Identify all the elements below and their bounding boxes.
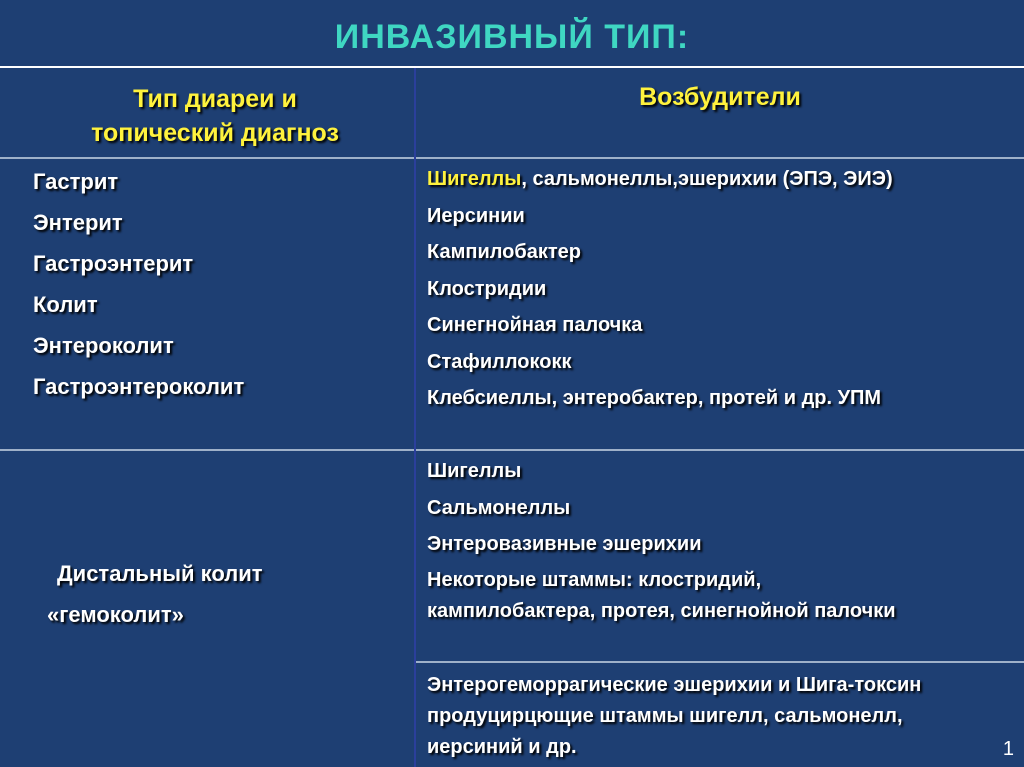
header-col1-line1: Тип диареи и — [133, 85, 297, 113]
list-item: Синегнойная палочка — [427, 314, 643, 336]
list-item: Гастроэнтерит — [33, 251, 194, 276]
list-item: Шигеллы — [427, 460, 522, 482]
right-cell-divider — [415, 661, 1024, 663]
page-number: 1 — [1002, 738, 1014, 760]
header-divider — [0, 157, 1024, 159]
list-item: Стафиллококк — [427, 350, 572, 373]
section2-left-line1: Дистальный колит — [57, 561, 263, 586]
column-divider — [414, 68, 416, 767]
list-item: Кампилобактер — [427, 241, 582, 263]
section1-left-list — [33, 161, 244, 407]
list-item: Энтеровазивные эшерихии — [427, 533, 702, 555]
list-item: Сальмонеллы — [427, 496, 571, 519]
section2-right-last: Энтерогеморрагические эшерихии и Шига-токсин продуцирцющие штаммы шигелл, сальмонелл, иерсиний и др. — [427, 674, 922, 758]
section2-left-line2: «гемоколит» — [47, 602, 184, 627]
list-item: Энтерит — [33, 210, 123, 235]
list-item: Клостридии — [427, 277, 547, 300]
header-col2: Возбудители — [639, 83, 801, 111]
header-col1-line2: топический диагноз — [91, 119, 339, 147]
page-title: ИНВАЗИВНЫЙ ТИП: — [334, 18, 690, 56]
list-item — [427, 161, 1019, 198]
section-divider — [0, 449, 1024, 451]
list-item-rest: , сальмонеллы,эшерихии (ЭПЭ, ЭИЭ) — [521, 168, 893, 190]
title-divider — [0, 66, 1024, 68]
list-item: Колит — [33, 292, 98, 317]
list-item: Гастрит — [33, 169, 119, 194]
section1-right-list — [427, 161, 1019, 417]
highlight-text: Шигеллы — [427, 168, 522, 190]
list-item: Иерсинии — [427, 204, 525, 227]
list-item: Некоторые штаммы: клостридий, кампилобактера, протея, синегнойной палочки — [427, 568, 896, 622]
list-item: Гастроэнтероколит — [33, 374, 245, 399]
list-item: Энтероколит — [33, 333, 174, 358]
section2-right-list — [427, 453, 987, 627]
header-col1 — [20, 82, 410, 150]
list-item: Клебсиеллы, энтеробактер, протей и др. УПМ — [427, 387, 882, 409]
